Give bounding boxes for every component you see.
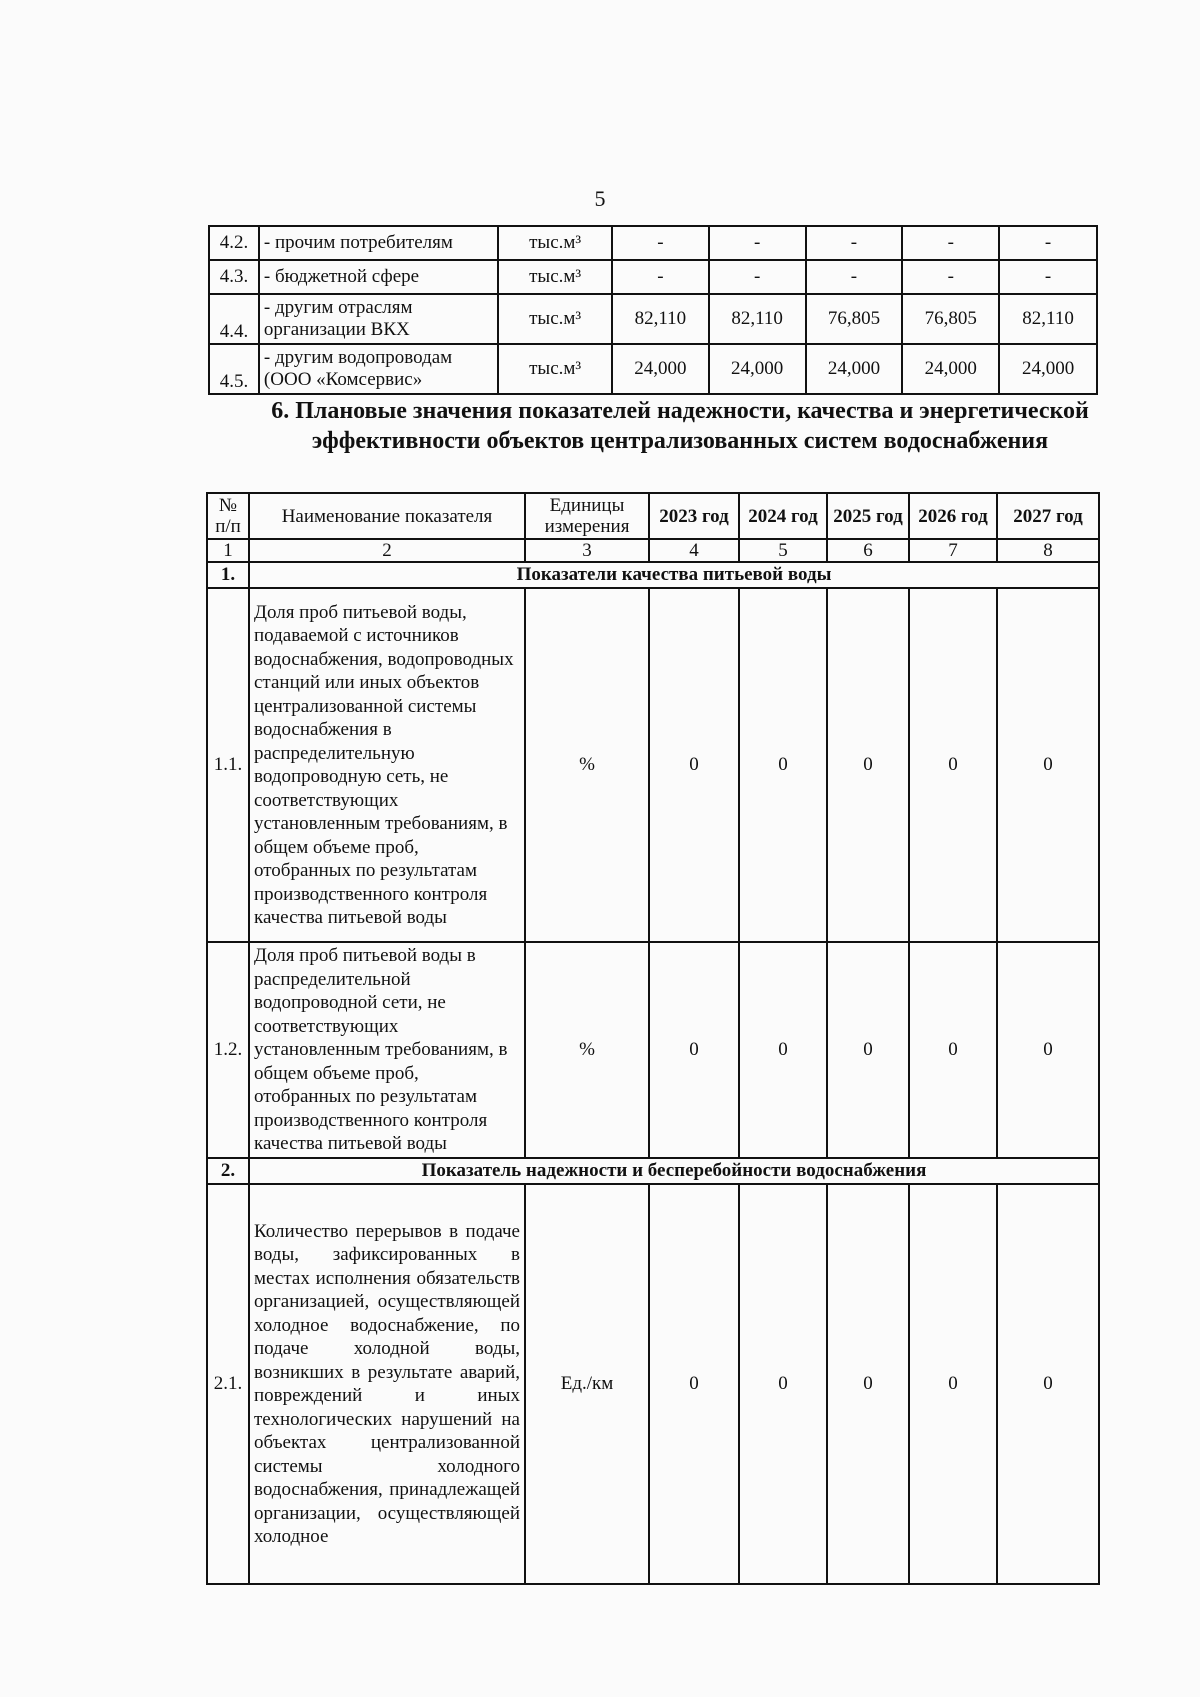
cell-value: 24,000 (709, 344, 806, 394)
row-number: 4.4. (209, 294, 259, 344)
column-numbers-row (207, 539, 1099, 562)
row-number: 1.1. (207, 588, 249, 942)
cell-value: 0 (649, 942, 739, 1158)
indicator-unit: Ед./км (525, 1184, 649, 1584)
cell-value: 0 (909, 588, 997, 942)
cell-value: - (612, 260, 709, 294)
column-number: 5 (739, 539, 827, 562)
row-number: 4.3. (209, 260, 259, 294)
cell-value: - (806, 226, 903, 260)
group-row (207, 1158, 1099, 1184)
header-year: 2026 год (909, 493, 997, 539)
header-unit: Единицы измерения (525, 493, 649, 539)
table-row (209, 226, 1097, 260)
row-unit: тыс.м³ (498, 294, 612, 344)
cell-value: 0 (649, 588, 739, 942)
cell-value: 0 (827, 588, 909, 942)
column-number: 1 (207, 539, 249, 562)
column-number: 7 (909, 539, 997, 562)
cell-value: - (806, 260, 903, 294)
column-number: 2 (249, 539, 525, 562)
column-number: 3 (525, 539, 649, 562)
row-number: 4.2. (209, 226, 259, 260)
cell-value: 0 (739, 1184, 827, 1584)
indicator-unit: % (525, 588, 649, 942)
cell-value: - (709, 226, 806, 260)
cell-value: 0 (997, 1184, 1099, 1584)
indicators-table (206, 492, 1100, 1585)
cell-value: 82,110 (709, 294, 806, 344)
row-unit: тыс.м³ (498, 226, 612, 260)
indicator-unit: % (525, 942, 649, 1158)
cell-value: 0 (649, 1184, 739, 1584)
table-row (209, 260, 1097, 294)
cell-value: 82,110 (612, 294, 709, 344)
row-unit: тыс.м³ (498, 260, 612, 294)
cell-value: 0 (909, 942, 997, 1158)
section-heading: 6. Плановые значения показателей надежности, качества и энергетической эффективности объектов централизованных систем водоснабжения (271, 398, 1089, 454)
table-row (207, 588, 1099, 942)
header-year: 2023 год (649, 493, 739, 539)
row-name: - бюджетной сфере (259, 260, 498, 294)
table-row (209, 344, 1097, 394)
cell-value: 0 (827, 1184, 909, 1584)
page-number: 5 (594, 186, 606, 211)
row-name: - другим водопроводам (ООО «Комсервис» (259, 344, 498, 394)
header-year: 2024 год (739, 493, 827, 539)
header-year: 2025 год (827, 493, 909, 539)
cell-value: - (709, 260, 806, 294)
cell-value: 0 (997, 588, 1099, 942)
cell-value: 0 (739, 942, 827, 1158)
cell-value: 24,000 (806, 344, 903, 394)
indicator-name: Доля проб питьевой воды в распределительной водопроводной сети, не соответствующих установленным требованиям, в общем объеме проб, отобранных по результатам производственного контроля качества питьевой воды (249, 942, 525, 1158)
header-row (207, 493, 1099, 539)
header-num: № п/п (207, 493, 249, 539)
column-number: 6 (827, 539, 909, 562)
top-table (208, 225, 1098, 395)
row-number: 4.5. (209, 344, 259, 394)
group-title: Показатель надежности и бесперебойности водоснабжения (249, 1158, 1099, 1184)
header-name: Наименование показателя (249, 493, 525, 539)
header-year: 2027 год (997, 493, 1099, 539)
row-number: 2.1. (207, 1184, 249, 1584)
indicator-name: Доля проб питьевой воды, подаваемой с источников водоснабжения, водопроводных станций или иных объектов централизованной системы водоснабжения в распределительную водопроводную сеть, не соответствующих установленным требованиям, в общем объеме проб, отобранных по результатам производственного контроля качества питьевой воды (249, 588, 525, 942)
cell-value: 0 (997, 942, 1099, 1158)
group-title: Показатели качества питьевой воды (249, 562, 1099, 588)
cell-value: 0 (739, 588, 827, 942)
cell-value: 0 (827, 942, 909, 1158)
row-name: - прочим потребителям (259, 226, 498, 260)
cell-value: - (902, 260, 999, 294)
cell-value: 76,805 (806, 294, 903, 344)
cell-value: - (612, 226, 709, 260)
group-number: 1. (207, 562, 249, 588)
cell-value: - (999, 226, 1097, 260)
table-row (209, 294, 1097, 344)
cell-value: 0 (909, 1184, 997, 1584)
column-number: 8 (997, 539, 1099, 562)
column-number: 4 (649, 539, 739, 562)
cell-value: - (902, 226, 999, 260)
cell-value: 24,000 (999, 344, 1097, 394)
row-number: 1.2. (207, 942, 249, 1158)
group-row (207, 562, 1099, 588)
table-row (207, 942, 1099, 1158)
cell-value: 82,110 (999, 294, 1097, 344)
row-name: - другим отраслям организации ВКХ (259, 294, 498, 344)
table-row (207, 1184, 1099, 1584)
cell-value: 24,000 (612, 344, 709, 394)
cell-value: 76,805 (902, 294, 999, 344)
group-number: 2. (207, 1158, 249, 1184)
cell-value: - (999, 260, 1097, 294)
cell-value: 24,000 (902, 344, 999, 394)
indicator-name: Количество перерывов в подаче воды, зафиксированных в местах исполнения обязательств организацией, осуществляющей холодное водоснабжение, по подаче холодной воды, возникших в результате аварий, повреждений и иных технологических нарушений на объектах централизованной системы холодного водоснабжения, принадлежащей организации, осуществляющей холодное (249, 1184, 525, 1584)
row-unit: тыс.м³ (498, 344, 612, 394)
